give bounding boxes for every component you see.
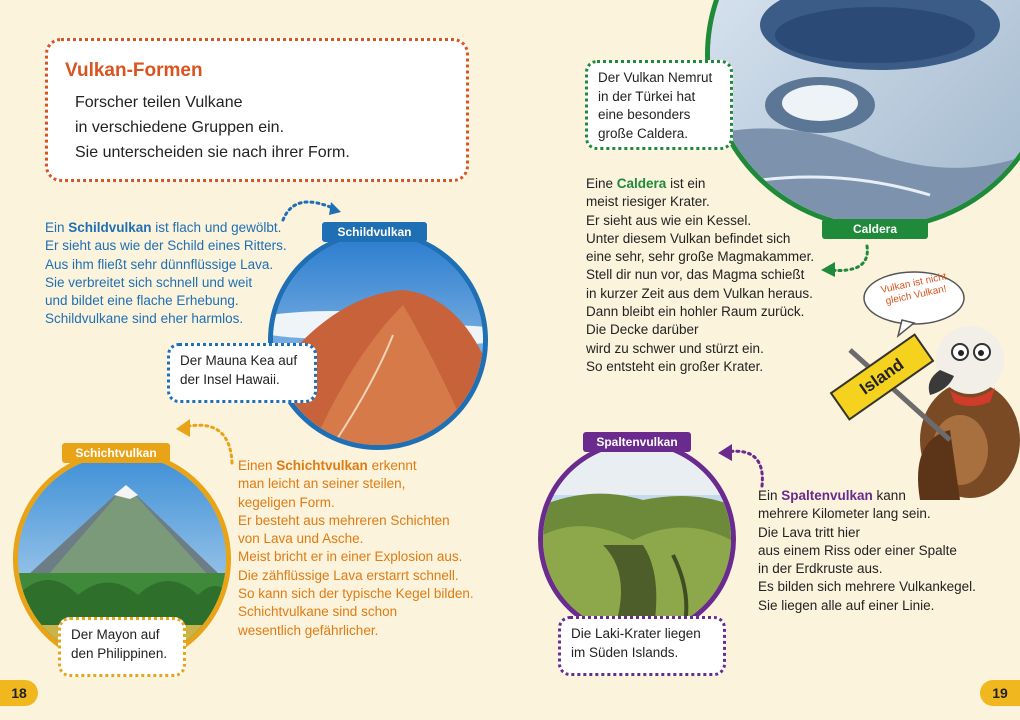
caldera-text — [586, 175, 836, 376]
schicht-text — [238, 457, 488, 640]
laki-image — [543, 445, 731, 633]
schild-tag: Schildvulkan — [322, 222, 427, 242]
intro-text: Forscher teilen Vulkane in verschiedene Gruppen ein. Sie unterscheiden sie nach ihrer Form. — [75, 94, 350, 161]
intro-title: Vulkan-Formen — [65, 60, 203, 81]
spalten-text-prefix: Ein — [758, 488, 782, 503]
caldera-text-prefix: Eine — [586, 176, 617, 191]
spalten-text-rest: kann mehrere Kilometer lang sein. Die Lava tritt hier aus einem Riss oder einer Spalte in der Erdkruste aus. Es bilden sich mehrere Vulkankegel. Sie liegen alle auf einer Linie. — [758, 488, 976, 613]
schicht-arrow — [170, 415, 245, 470]
schild-text — [45, 219, 305, 329]
caldera-text-bold: Caldera — [616, 176, 667, 191]
spalten-tag: Spaltenvulkan — [583, 432, 691, 452]
schicht-text-prefix: Einen — [238, 458, 277, 473]
spalten-arrow — [712, 440, 782, 490]
spalten-caption: Die Laki-Krater liegen im Süden Islands. — [558, 616, 726, 676]
caldera-tag: Caldera — [822, 219, 928, 239]
schild-photo — [268, 230, 488, 450]
spalten-text — [758, 487, 1008, 615]
caldera-text-rest: ist ein meist riesiger Krater. Er sieht aus wie ein Kessel. Unter diesem Vulkan befindet sich eine sehr, sehr große Magmakammer. Stell dir nun vor, das Magma schießt in kurzer Zeit aus dem Vulkan heraus. Dann bleibt ein hohler Raum zurück. Die Decke darüber wird zu schwer und stürzt ein. So entsteht ein großer Krater. — [586, 176, 815, 374]
schicht-tag: Schichtvulkan — [62, 443, 170, 463]
schild-caption: Der Mauna Kea auf der Insel Hawaii. — [167, 343, 317, 403]
schild-text-rest: ist flach und gewölbt. Er sieht aus wie der Schild eines Ritters. Aus ihm fließt sehr dünnflüssige Lava. Sie verbreitet sich schnell und weit und bildet eine flache Erhebung. Schildvulkane sind eher harmlos. — [45, 220, 287, 327]
island-sign: Island — [830, 333, 935, 421]
schicht-text-rest: erkennt man leicht an seiner steilen, kegeligen Form. Er besteht aus mehreren Schichten von Lava und Asche. Meist bricht er in einer Explosion aus. Die zähflüssige Lava erstarrt schnell. So kann sich der typische Kegel bilden. Schichtvulkane sind schon wesentlich gefährlicher. — [238, 458, 474, 638]
spalten-text-bold: Spaltenvulkan — [781, 488, 873, 503]
spalten-photo — [538, 440, 736, 638]
caldera-caption: Der Vulkan Nemrut in der Türkei hat eine besonders große Caldera. — [585, 60, 733, 150]
schild-text-bold: Schildvulkan — [68, 220, 152, 235]
page-number-right: 19 — [980, 680, 1020, 706]
page-number-left: 18 — [0, 680, 38, 706]
speech-text: Vulkan ist nicht gleich Vulkan! — [879, 271, 948, 308]
schild-text-prefix: Ein — [45, 220, 69, 235]
schicht-text-bold: Schichtvulkan — [276, 458, 368, 473]
mauna-kea-image — [273, 235, 483, 445]
schicht-caption: Der Mayon auf den Philippinen. — [58, 617, 186, 677]
